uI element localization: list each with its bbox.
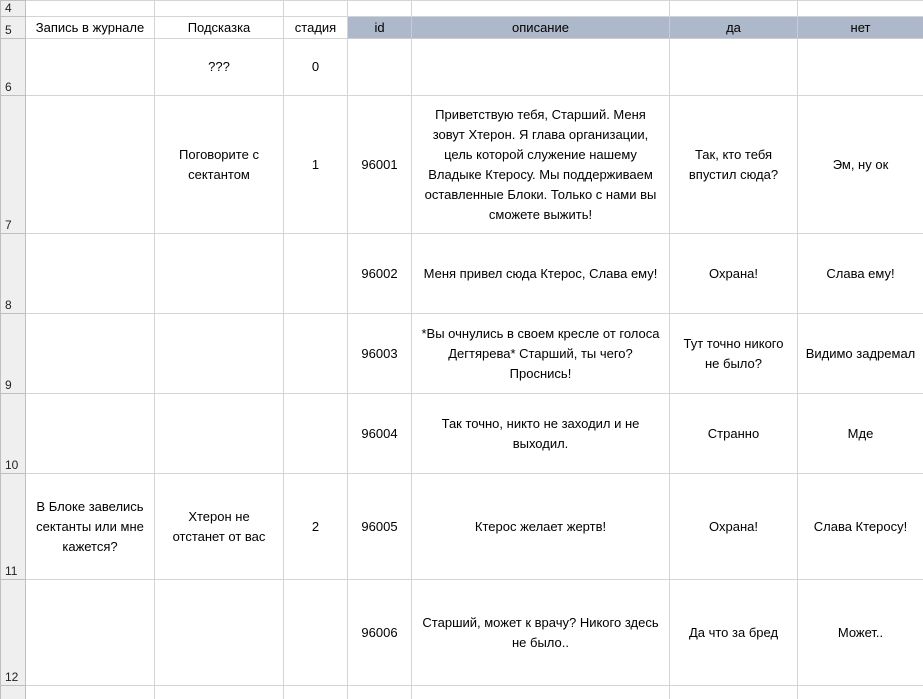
cell[interactable] — [348, 1, 412, 17]
description-cell[interactable]: Меня привел сюда Ктерос, Слава ему! — [412, 234, 670, 314]
id-cell[interactable]: 96003 — [348, 314, 412, 394]
journal-cell[interactable] — [26, 580, 155, 686]
cell[interactable] — [26, 1, 155, 17]
hint-cell[interactable]: Хтерон не отстанет от вас — [155, 474, 284, 580]
journal-cell[interactable] — [26, 394, 155, 474]
yes-cell[interactable]: Охрана! — [670, 474, 798, 580]
no-cell[interactable]: Слава Ктеросу! — [798, 474, 923, 580]
stage-cell[interactable]: 1 — [284, 96, 348, 234]
id-cell[interactable]: 96006 — [348, 580, 412, 686]
hint-cell[interactable] — [155, 394, 284, 474]
header-id[interactable]: id — [348, 17, 412, 39]
stage-cell[interactable] — [284, 580, 348, 686]
no-cell[interactable]: Мде — [798, 394, 923, 474]
header-no[interactable]: нет — [798, 17, 923, 39]
cell[interactable] — [284, 686, 348, 699]
journal-cell[interactable] — [26, 314, 155, 394]
row-header[interactable]: 9 — [1, 314, 26, 394]
description-cell[interactable]: Ктерос желает жертв! — [412, 474, 670, 580]
row-header[interactable]: 6 — [1, 39, 26, 96]
table-row — [1, 39, 923, 96]
id-cell[interactable]: 96004 — [348, 394, 412, 474]
yes-cell[interactable]: Да что за бред — [670, 580, 798, 686]
journal-cell[interactable] — [26, 234, 155, 314]
table-row — [1, 314, 923, 394]
description-cell[interactable] — [412, 39, 670, 96]
id-cell[interactable]: 96002 — [348, 234, 412, 314]
description-cell[interactable]: *Вы очнулись в своем кресле от голоса Дегтярева* Старший, ты чего? Проснись! — [412, 314, 670, 394]
cell[interactable] — [155, 686, 284, 699]
description-cell[interactable]: Так точно, никто не заходил и не выходил. — [412, 394, 670, 474]
hint-cell[interactable] — [155, 314, 284, 394]
header-hint[interactable]: Подсказка — [155, 17, 284, 39]
yes-cell[interactable]: Охрана! — [670, 234, 798, 314]
yes-cell[interactable] — [670, 39, 798, 96]
no-cell[interactable]: Эм, ну ок — [798, 96, 923, 234]
cell[interactable] — [26, 686, 155, 699]
stage-cell[interactable] — [284, 234, 348, 314]
sheet-row-13 — [1, 686, 923, 699]
header-yes[interactable]: да — [670, 17, 798, 39]
yes-cell[interactable]: Тут точно никого не было? — [670, 314, 798, 394]
header-description[interactable]: описание — [412, 17, 670, 39]
stage-cell[interactable] — [284, 314, 348, 394]
row-header[interactable]: 11 — [1, 474, 26, 580]
hint-cell[interactable] — [155, 580, 284, 686]
row-header[interactable]: 7 — [1, 96, 26, 234]
no-cell[interactable]: Видимо задремал — [798, 314, 923, 394]
cell[interactable] — [670, 686, 798, 699]
description-cell[interactable]: Приветствую тебя, Старший. Меня зовут Хтерон. Я глава организации, цель которой служение нашему Владыке Ктеросу. Мы поддерживаем оставленные Блоки. Только с нами вы сможете выжить! — [412, 96, 670, 234]
sheet-row-4 — [1, 1, 923, 17]
row-header[interactable]: 5 — [1, 17, 26, 39]
cell[interactable] — [670, 1, 798, 17]
header-stage[interactable]: стадия — [284, 17, 348, 39]
yes-cell[interactable]: Так, кто тебя впустил сюда? — [670, 96, 798, 234]
hint-cell[interactable]: ??? — [155, 39, 284, 96]
cell[interactable] — [155, 1, 284, 17]
id-cell[interactable]: 96001 — [348, 96, 412, 234]
cell[interactable] — [412, 686, 670, 699]
yes-cell[interactable]: Странно — [670, 394, 798, 474]
cell[interactable] — [284, 1, 348, 17]
row-header[interactable]: 12 — [1, 580, 26, 686]
journal-cell[interactable]: В Блоке завелись сектанты или мне кажется? — [26, 474, 155, 580]
stage-cell[interactable]: 0 — [284, 39, 348, 96]
description-cell[interactable]: Старший, может к врачу? Никого здесь не было.. — [412, 580, 670, 686]
table-row — [1, 394, 923, 474]
row-header[interactable]: 4 — [1, 1, 26, 17]
journal-cell[interactable] — [26, 39, 155, 96]
row-header[interactable]: 8 — [1, 234, 26, 314]
cell[interactable] — [798, 686, 923, 699]
cell[interactable] — [348, 686, 412, 699]
no-cell[interactable]: Может.. — [798, 580, 923, 686]
cell[interactable] — [798, 1, 923, 17]
id-cell[interactable] — [348, 39, 412, 96]
table-row — [1, 96, 923, 234]
table-row — [1, 234, 923, 314]
table-row — [1, 580, 923, 686]
cell[interactable] — [412, 1, 670, 17]
no-cell[interactable] — [798, 39, 923, 96]
table-row — [1, 474, 923, 580]
id-cell[interactable]: 96005 — [348, 474, 412, 580]
journal-cell[interactable] — [26, 96, 155, 234]
stage-cell[interactable] — [284, 394, 348, 474]
row-header[interactable]: 10 — [1, 394, 26, 474]
no-cell[interactable]: Слава ему! — [798, 234, 923, 314]
stage-cell[interactable]: 2 — [284, 474, 348, 580]
header-journal-entry[interactable]: Запись в журнале — [26, 17, 155, 39]
hint-cell[interactable] — [155, 234, 284, 314]
hint-cell[interactable]: Поговорите с сектантом — [155, 96, 284, 234]
header-row — [1, 17, 923, 39]
row-header[interactable] — [1, 686, 26, 699]
